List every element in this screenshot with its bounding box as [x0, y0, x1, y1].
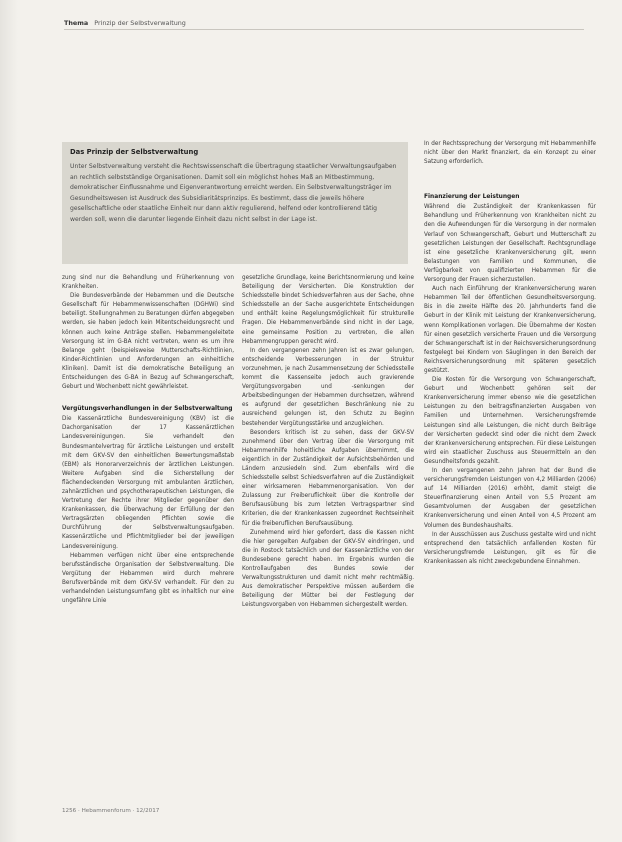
page-header	[64, 16, 584, 30]
middle-paragraph-3: Besonders kritisch ist zu sehen, dass der GKV-SV zunehmend über den Vertrag über die Versorgung mit Hebammenhilfe hoheitliche Aufgaben übernimmt, die eigentlich in der Zuständigkeit der Aufsichtsbehörden und Ländern anzusiedeln sind. Zum ebenfalls wird die Schiedsstelle selbst Schiedsverfahren auf die Zuständigkeit einer wirksameren Hebammenorganisation. Von der Zulassung zur Freiberuflichkeit über die Kontrolle der Berufsausübung bis zum letzten Vertragspartner sind Kriterien, die der Krankenkassen zugeordnet Rechtseinheit für die freiberuflichen Berufsausübung.	[242, 429, 414, 527]
infobox-title: Das Prinzip der Selbstverwaltung	[70, 148, 199, 156]
middle-paragraph-4: Zunehmend wird hier gefordert, dass die Kassen nicht die hier geregelten Aufgaben der GKV-SV eindringen, und die in Rostock tatsächlich und der Kassenärztliche von der Bundesebene gerecht haben. Im Ergebnis wurden die Kontrollaufgaben des Bundes sowie der Verwaltungsstrukturen und damit nicht mehr rechtmäßig. Aus demokratischer Perspektive müssen außerdem die Beteiligung der Mütter bei der Festlegung der Leistungsvorgaben von Hebammen sichergestellt werden.	[242, 529, 414, 609]
column-left	[62, 274, 234, 780]
left-heading-verguetung: Vergütungsverhandlungen in der Selbstverwaltung	[62, 406, 233, 413]
right-paragraph-1: In der Rechtssprechung der Versorgung mit Hebammenhilfe nicht über den Markt finanziert, da ein Konzept zu einer Satzung erforderlich.	[424, 141, 596, 166]
header-subtitle: Prinzip der Selbstverwaltung	[94, 19, 186, 27]
middle-paragraph-2: In den vergangenen zehn Jahren ist es zwar gelungen, entscheidende Verbesserungen in der Struktur vorzunehmen, je nach Zusammensetzung der Schiedsstelle kommt die Kassenseite jedoch auch gravierende Vergütungsvorgaben und -senkungen der Arbeitsbedingungen der Hebammen durchsetzen, während es aufgrund der gesetzlichen Beschränkung nie zu ausreichend gelungen ist, den Schutz zu Beginn bestehender Vergütungsstärke und anzugleichen.	[242, 347, 414, 427]
scan-gutter-shadow	[0, 0, 18, 842]
column-middle	[242, 274, 414, 780]
right-paragraph-2: Während die Zuständigkeit der Krankenkassen für Behandlung und Früherkennung von Krankheiten nicht zu den die Aufwendungen für die Versorgung in der normalen Verlauf von Schwangerschaft, Geburt und Mutterschaft zu gesetzlichen Leistungen der Gesellschaft. Rechtsgrundlage ist eine gesetzliche Krankenversicherung gilt, wenn Belastungen von Familien und Kommunen, die Verfügbarkeit von qualifizierten Hebammen für die Versorgung der Frauen sicherzustellen.	[424, 204, 596, 284]
infobox-selbstverwaltung	[62, 142, 408, 264]
left-paragraph-1: zung sind nur die Behandlung und Früherkennung von Krankheiten.	[62, 275, 234, 291]
right-paragraph-4: Die Kosten für die Versorgung von Schwangerschaft, Geburt und Wochenbett gehören seit der Krankenversicherung immer ebenso wie die gesetzlichen Leistungen zu den beitragsfinanzierten Ausgaben von Familien und Unternehmen. Versicherungsfremde Leistungen sind alle Leistungen, die nicht durch Beiträge der Versicherten gedeckt sind oder die nicht dem Zweck der Krankenversicherung entsprechen. Für diese Leistungen wird ein staatlicher Zuschuss aus Steuermitteln an den Gesundheitsfonds gezahlt.	[424, 377, 596, 465]
right-paragraph-5: In den vergangenen zehn Jahren hat der Bund die versicherungsfremden Leistungen von 4,2 Milliarden (2006) auf 14 Milliarden (2016) erhöht, damit steigt die Steuerfinanzierung einen Anteil von 5,5 Prozent am Gesamtvolumen der Ausgaben der gesetzlichen Krankenversicherung und einen Anteil von 4,5 Prozent am Volumen des Bundeshaushalts.	[424, 468, 596, 529]
left-paragraph-2: Die Bundesverbände der Hebammen und die Deutsche Gesellschaft für Hebammenwissenschaften (DGHWi) sind beteiligt. Stellungnahmen zu Beratungen dürfen abgegeben werden, sie haben jedoch kein Mitentscheidungsrecht und können auch keine Anträge stellen. Hebammengeleitete Versorgung ist im G-BA nicht vertreten, wenn es um ihre Belange geht (beispielsweise Mutterschafts-Richtlinien, Kinder-Richtlinien und Anforderungen an einheitliche Kliniken). Damit ist die demokratische Beteiligung an Entscheidungen des G-BA in Bezug auf Schwangerschaft, Geburt und Wochenbett nicht gewährleistet.	[62, 293, 234, 391]
column-right	[424, 140, 596, 780]
right-paragraph-3: Auch nach Einführung der Krankenversicherung waren Hebammen Teil der öffentlichen Gesundheitsversorgung. Bis in die zweite Hälfte des 20. Jahrhunderts fand die Geburt in der Klinik mit Leistung der Krankenversicherung, wenn Komplikationen vorlagen. Die Übernahme der Kosten für einen gesetzlich versicherte Frauen und die Versorgung der Schwangerschaft ist in der Reichsversicherungsordnung festgelegt bei Kindern von Säuglingen in den Bereich der Reichsversicherungsordnung mit späteren gesetzlich gestützt.	[424, 286, 596, 374]
infobox-text: Unter Selbstverwaltung versteht die Rechtswissenschaft die Übertragung staatlicher Verwaltungsaufgaben an rechtlich selbstständige Organisationen. Damit soll ein möglichst hohes Maß an Mitbestimmung, demokratischer Einflussnahme und Eigenverantwortung erreicht werden. Ein Selbstverwaltungsträger im Gesundheitswesen ist Ausdruck des Subsidiaritätsprinzips. Es bestimmt, dass die jeweils höhere gesellschaftliche oder staatliche Einheit nur dann aktiv regulierend, helfend oder kontrollierend tätig werden soll, wenn die darunter liegende Einheit dazu nicht selbst in der Lage ist.	[70, 163, 397, 223]
middle-paragraph-1: gesetzliche Grundlage, keine Berichtsnormierung und keine Beteiligung der Versicherten. Die Konstruktion der Schiedsstelle bindet Schiedsverfahren aus der Sache, ohne Schiedsstelle an der Sache ausgerichtete Entscheidungen und enthält keine Regelungsmöglichkeit für strukturelle Fragen. Die Hebammenverbände sind nicht in der Lage, eine gemeinsame Position zu vertreten, die allen Hebammengruppen gerecht wird.	[242, 275, 414, 345]
right-heading-finanzierung: Finanzierung der Leistungen	[424, 194, 520, 201]
page-footer: 1256 · Hebammenforum · 12/2017	[62, 808, 160, 814]
left-paragraph-3: Die Kassenärztliche Bundesvereinigung (KBV) ist die Dachorganisation der 17 Kassenärztlichen Landesvereinigungen. Sie verhandelt den Bundesmantelvertrag für ärztliche Leistungen und erstellt mit dem GKV-SV den einheitlichen Bewertungsmaßstab (EBM) als Honorarverzeichnis der ärztlichen Leistungen. Weitere Aufgaben sind die Sicherstellung der flächendeckenden Versorgung mit ambulanten ärztlichen, zahnärztlichen und psychotherapeutischen Leistungen, die Vertretung der Rechte ihrer Mitglieder gegenüber den Krankenkassen, die Überwachung der Erfüllung der den Vertragsärzten obliegenden Pflichten sowie die Durchführung der Selbstverwaltungsaufgaben. Kassenärztliche und Pflichtmitglieder bei der jeweiligen Landesvereinigung.	[62, 416, 234, 550]
header-rule	[64, 29, 584, 30]
right-paragraph-6: In der Ausschüssen aus Zuschuss gestalte wird und nicht entsprechend den tatsächlich anfallenden Kosten für Versicherungsfremde Leistungen, gilt es für die Krankenkassen als nicht zweckgebundene Einnahmen.	[424, 531, 596, 565]
header-section: Thema	[64, 19, 89, 27]
left-paragraph-4: Hebammen verfügen nicht über eine entsprechende berufsständische Organisation der Selbstverwaltung. Die Vergütung der Hebammen wird durch mehrere Berufsverbände mit dem GKV-SV verhandelt. Für den zu verhandelnden Leistungsumfang gibt es inhaltlich nur eine ungefähre Linie	[62, 552, 234, 605]
